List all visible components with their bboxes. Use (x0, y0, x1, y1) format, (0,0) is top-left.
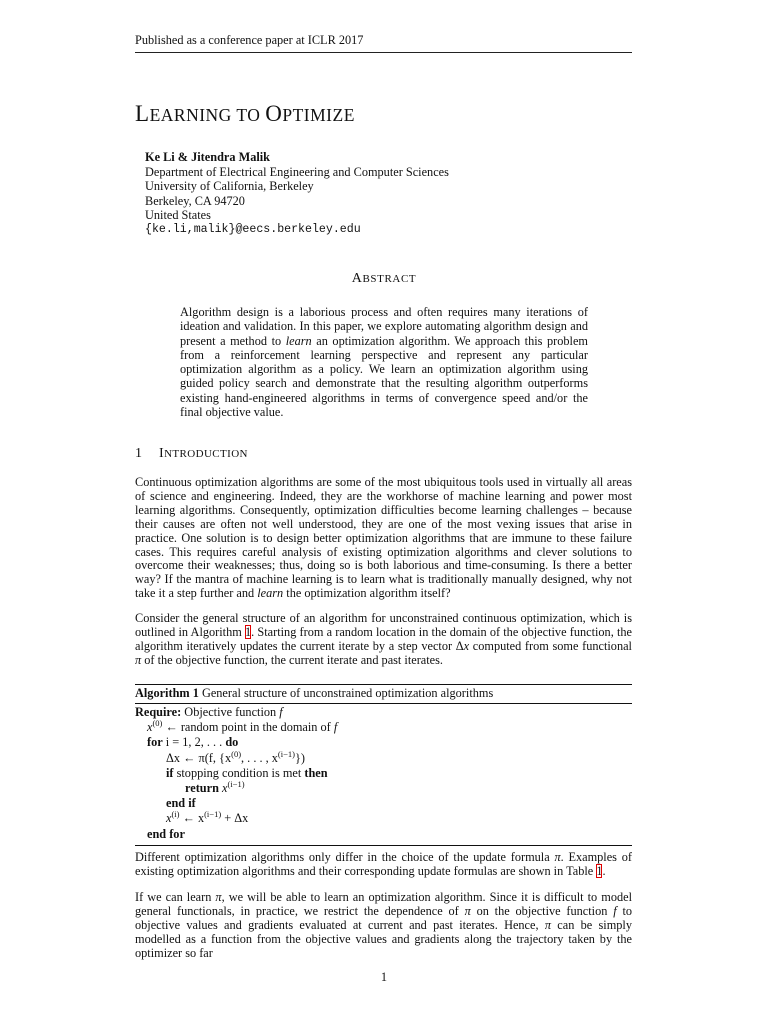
paper-title: LEARNING TO OPTIMIZE (135, 101, 355, 126)
affiliation-line: Department of Electrical Engineering and Computer Sciences (145, 164, 449, 179)
page-number: 1 (380, 970, 388, 984)
algorithm-line: for i = 1, 2, . . . do (147, 735, 239, 750)
author-email: {ke.li,malik}@eecs.berkeley.edu (145, 222, 361, 236)
abstract-heading: ABSTRACT (351, 271, 417, 286)
algorithm-line: return $x^{(i-1)}$ (185, 778, 245, 796)
intro-paragraph-2: Consider the general structure of an algorithm for unconstrained continuous optimization, which is outlined in Algorithm 1. Starting from a random location in the domain of the objective function, the algorithm iteratively updates the current iterate by a step vector Δx computed from some functional π of the objective function, the current iterate and past iterates. (135, 611, 632, 667)
algorithm-body (135, 704, 632, 845)
intro-paragraph-4: If we can learn π, we will be able to learn an optimization algorithm. Since it is difficult to model general functionals, in practice, we restrict the dependence of π on the objective function f to objective values and gradients evaluated at current and past iterates. Hence, π can be simply modelled as a function from the objective values and gradients along the trajectory taken by the optimizer so far (135, 890, 633, 960)
intro-paragraph-3: Different optimization algorithms only differ in the choice of the update formula π. Examples of existing optimization algorithms and their corresponding update formulas are shown in Table 1. (135, 850, 632, 878)
algorithm-line: $x^{(0)}$ ← random point in the domain of f (147, 718, 338, 735)
author-names: Ke Li & Jitendra Malik (145, 150, 271, 164)
algorithm-line: $x^{(i)}$ ← $x^{(i-1)} + \Delta x$ (166, 809, 249, 826)
algorithm-box (135, 684, 632, 846)
algorithm-line: if stopping condition is met then (166, 765, 328, 780)
algorithm-line: end for (147, 826, 185, 841)
affiliation-line: Berkeley, CA 94720 (145, 193, 245, 208)
algorithm-reference-link[interactable]: 1 (244, 624, 252, 639)
abstract-text: Algorithm design is a laborious process and often requires many iterations of ideation and validation. In this paper, we explore automating algorithm design and present a method to learn an optimization algorithm. We approach this problem from a reinforcement learning perspective and represent any particular optimization algorithm as a policy. We learn an optimization algorithm using guided policy search and demonstrate that the resulting algorithm outperforms existing hand-engineered algorithms in terms of convergence speed and/or the final objective value. (180, 305, 588, 420)
intro-paragraph-1: Continuous optimization algorithms are some of the most ubiquitous tools used in virtually all areas of science and engineering. Indeed, they are the workhorse of machine learning and power most learning algorithms. Consequently, optimization difficulties become learning challenges – because their causes are often not well understood, they are one of the most vexing issues that arise in practice. One solution is to design better optimization algorithms that are immune to these failure cases. This requires careful analysis of existing optimization algorithms and clever solutions to overcome their weaknesses; thus, doing so is both laborious and time-consuming. Is there a better way? If the mantra of machine learning is to learn what is traditionally manually designed, why not take it a step further and learn the optimization algorithm itself? (135, 475, 632, 601)
algorithm-caption: Algorithm 1 General structure of unconstrained optimization algorithms (135, 685, 632, 704)
algorithm-line: end if (166, 796, 196, 811)
algorithm-line: Require: Objective function f (135, 705, 283, 719)
affiliation-line: United States (145, 208, 211, 223)
section-heading-introduction: 1 INTRODUCTION (135, 446, 248, 461)
running-header: Published as a conference paper at ICLR 2017 (135, 33, 632, 53)
affiliation-line: University of California, Berkeley (145, 179, 314, 194)
author-block (145, 150, 449, 238)
table-reference-link[interactable]: 1 (596, 863, 603, 878)
algorithm-line: Δx ← π(f, {$x^{(0)}$, . . . , $x^{(i-1)}$}) (166, 748, 305, 765)
